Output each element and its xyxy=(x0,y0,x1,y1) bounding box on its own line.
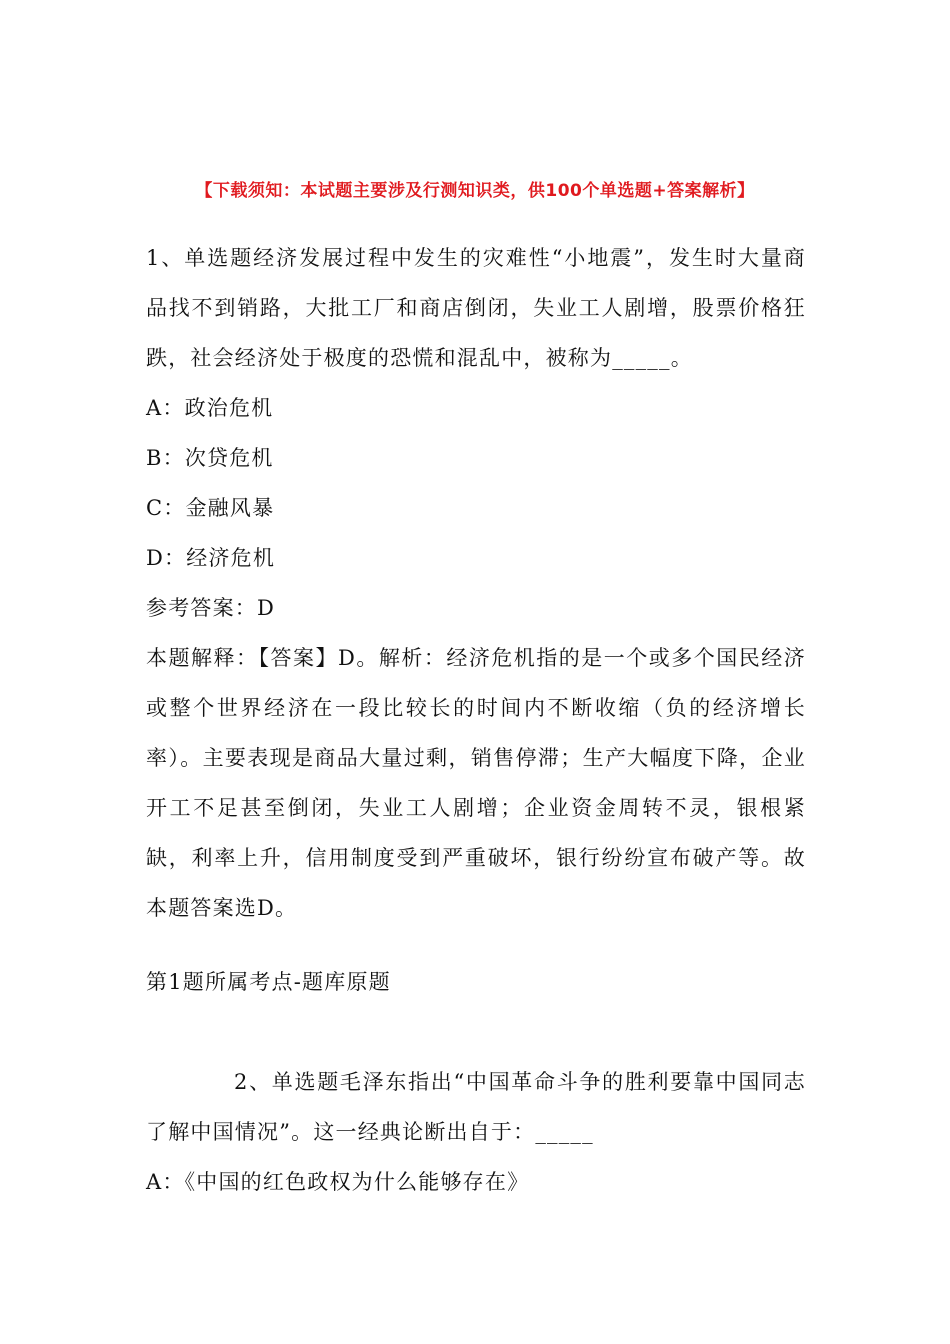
q1-explanation: 本题解释：【答案】D。解析：经济危机指的是一个或多个国民经济或整个世界经济在一段比较长的时间内不断收缩（负的经济增长率）。主要表现是商品大量过剩，销售停滞；生产大幅度下降，企业开工不足甚至倒闭，失业工人剧增；企业资金周转不灵，银根紧缺，利率上升，信用制度受到严重破坏，银行纷纷宣布破产等。故本题答案选D。 xyxy=(146,646,806,920)
q2-stem: 2、单选题毛泽东指出“中国革命斗争的胜利要靠中国同志了解中国情况”。这一经典论断出自于：_____ xyxy=(146,1070,806,1144)
q2-option-a: A：《中国的红色政权为什么能够存在》 xyxy=(146,1170,530,1194)
q1-knowledge-point: 第1题所属考点-题库原题 xyxy=(146,970,391,994)
q1-stem: 1、单选题经济发展过程中发生的灾难性“小地震”，发生时大量商品找不到销路，大批工厂和商店倒闭，失业工人剧增，股票价格狂跌，社会经济处于极度的恐慌和混乱中，被称为_____。 xyxy=(146,246,806,370)
spacer xyxy=(146,933,806,957)
q1-option-c: C：金融风暴 xyxy=(146,496,275,520)
q1-option-a: A：政治危机 xyxy=(146,396,274,420)
download-notice: 【下载须知：本试题主要涉及行测知识类，供100个单选题+答案解析】 xyxy=(195,181,755,201)
question-content xyxy=(146,233,806,1207)
q1-option-b: B：次贷危机 xyxy=(146,446,274,470)
q1-option-d: D：经济危机 xyxy=(146,546,276,570)
q1-answer: 参考答案：D xyxy=(146,596,276,620)
spacer xyxy=(146,1007,806,1057)
